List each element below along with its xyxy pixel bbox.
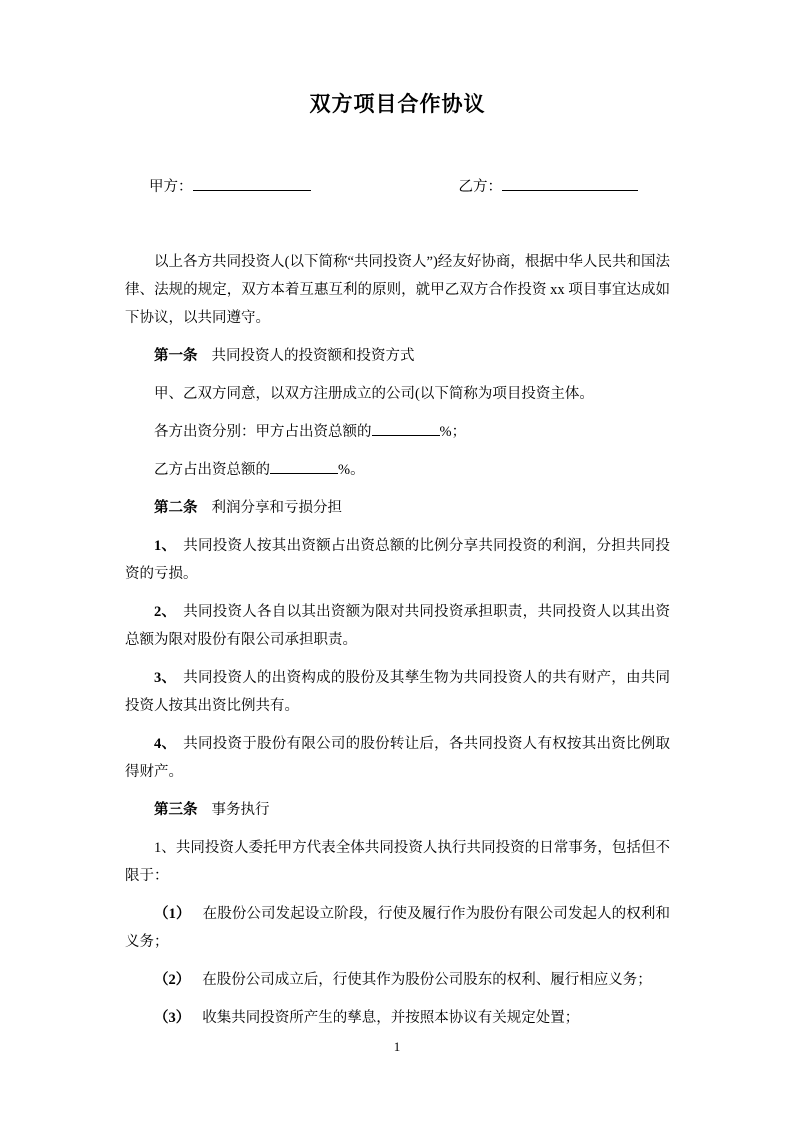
document-title: 双方项目合作协议 (309, 93, 486, 116)
contribution-b-text: 乙方占出资总额的 (154, 462, 270, 478)
subitem-number: （1） (154, 906, 191, 922)
article2-title: 利润分享和亏损分担 (211, 500, 342, 516)
article1-paragraph-1: 甲、乙双方同意，以双方注册成立的公司(以下简称为项目投资主体。 (154, 386, 594, 402)
page-number: 1 (393, 1039, 401, 1054)
contribution-a-text: 各方出资分别：甲方占出资总额的 (154, 424, 372, 440)
article2-item-3 (125, 664, 670, 720)
article3-heading (125, 796, 670, 824)
subitem-number: （2） (154, 972, 191, 988)
item-number: 4、 (154, 736, 177, 752)
contribution-b-blank (270, 459, 338, 474)
article1-contribution-b (125, 456, 670, 484)
article1-contribution-a (125, 418, 670, 446)
contribution-b-suffix: %。 (338, 462, 365, 478)
party-b-blank (502, 176, 638, 191)
item-number: 1、 (154, 538, 177, 554)
article1-number: 第一条 (154, 348, 198, 364)
subitem-text: 收集共同投资所产生的孳息，并按照本协议有关规定处置； (202, 1010, 580, 1026)
party-b-label: 乙方： (458, 179, 502, 195)
article3-title: 事务执行 (211, 802, 270, 818)
contribution-a-blank (372, 421, 440, 436)
item-number: 3、 (154, 670, 177, 686)
article3-subitem-1 (125, 900, 670, 956)
article3-subitem-3 (125, 1004, 670, 1032)
article2-heading (125, 494, 670, 522)
item-text: 共同投资于股份有限公司的股份转让后，各共同投资人有权按其出资比例取得财产。 (125, 736, 670, 780)
party-a-blank (193, 176, 311, 191)
item-text: 共同投资人的出资构成的股份及其孳生物为共同投资人的共有财产，由共同投资人按其出资比例共有。 (125, 670, 670, 714)
article2-item-2 (125, 598, 670, 654)
article2-number: 第二条 (154, 500, 198, 516)
item-text: 共同投资人按其出资额占出资总额的比例分享共同投资的利润，分担共同投资的亏损。 (125, 538, 670, 582)
party-a-label: 甲方： (149, 179, 193, 195)
article3-paragraph-1: 1、共同投资人委托甲方代表全体共同投资人执行共同投资的日常事务，包括但不限于： (125, 840, 670, 884)
article1-title: 共同投资人的投资额和投资方式 (211, 348, 415, 364)
article3-number: 第三条 (154, 802, 198, 818)
article1-heading (125, 342, 670, 370)
item-number: 2、 (154, 604, 177, 620)
item-text: 共同投资人各自以其出资额为限对共同投资承担职责，共同投资人以其出资总额为限对股份有限公司承担职责。 (125, 604, 670, 648)
party-line (125, 176, 670, 198)
subitem-text: 在股份公司发起设立阶段，行使及履行作为股份有限公司发起人的权利和义务； (125, 906, 671, 950)
article3-subitem-2 (125, 966, 670, 994)
subitem-number: （3） (154, 1010, 191, 1026)
contribution-a-suffix: %； (439, 424, 467, 440)
subitem-text: 在股份公司成立后，行使其作为股份公司股东的权利、履行相应义务； (202, 972, 652, 988)
article2-item-4 (125, 730, 670, 786)
article2-item-1 (125, 532, 670, 588)
intro-paragraph: 以上各方共同投资人(以下简称“共同投资人”)经友好协商，根据中华人民共和国法律、法规的规定，双方本着互惠互利的原则，就甲乙双方合作投资 xx 项目事宜达成如下协议，以共同遵守。 (125, 254, 670, 326)
